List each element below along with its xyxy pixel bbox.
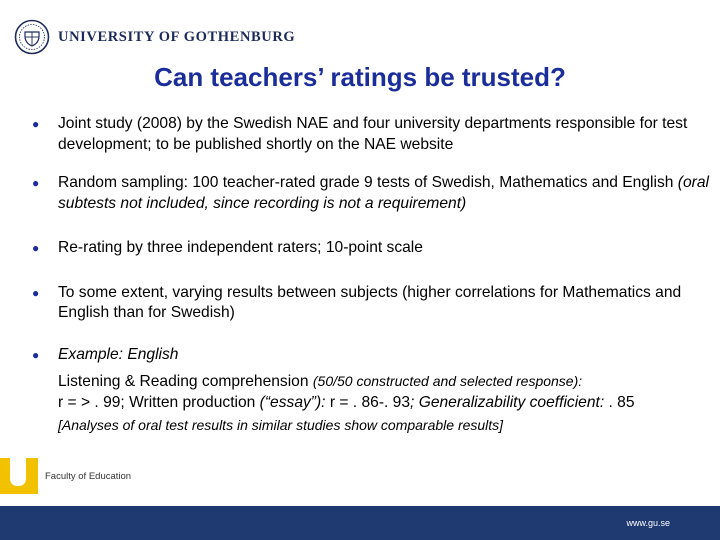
example-line-2-b: (“essay”): [259, 393, 330, 411]
bullet-dot-icon: ● [32, 176, 40, 190]
faculty-label: Faculty of Education [45, 470, 132, 482]
university-header [14, 16, 295, 58]
bullet-random-sampling [30, 173, 710, 214]
bullet-list [30, 114, 710, 436]
example-line-2-e: . 85 [608, 393, 635, 411]
bullet-varying-results [30, 283, 710, 324]
bullet-text [58, 345, 710, 436]
example-line-2 [58, 393, 710, 414]
slide-title: Can teachers’ ratings be trusted? [154, 62, 566, 92]
bullet-text: Re-rating by three independent raters; 10-point scale [58, 239, 423, 256]
bullet-text-italic: (oral subtests not included, since recording is not a requirement) [58, 174, 709, 212]
bullet-text: Joint study (2008) by the Swedish NAE and four university departments responsible for test development; to be published shortly on the NAE website [58, 115, 688, 153]
bullet-text: To some extent, varying results between subjects (higher correlations for Mathematics and English than for Swedish) [58, 283, 682, 321]
footer-bar [0, 506, 720, 540]
example-note: [Analyses of oral test results in similar studies show comparable results] [58, 417, 504, 433]
university-name: UNIVERSITY OF GOTHENBURG [58, 28, 296, 45]
example-line-1-text: Listening & Reading comprehension [58, 373, 313, 390]
faculty-logo [0, 458, 131, 494]
example-line-2-a: r = > . 99; Written production [58, 393, 260, 411]
footer-url[interactable]: www.gu.se [626, 518, 670, 528]
example-line-1 [58, 371, 710, 393]
example-heading: Example: English [58, 345, 179, 363]
bullet-text [58, 173, 710, 214]
bullet-text-main: Random sampling: 100 teacher-rated grade 9 tests of Swedish, Mathematics and English [58, 174, 678, 191]
example-line-2-d: ; Generalizability coefficient: [410, 393, 609, 411]
university-seal-icon [14, 19, 50, 55]
example-line-2-c: r = . 86-. 93 [329, 393, 411, 411]
bullet-dot-icon: ● [32, 117, 40, 131]
example-line-1-italic: (50/50 constructed and selected response): [312, 373, 583, 389]
bullet-example-english [30, 345, 710, 436]
bullet-dot-icon: ● [32, 285, 40, 300]
bullet-joint-study [30, 114, 710, 155]
faculty-emblem-icon [0, 458, 38, 494]
bullet-re-rating [30, 238, 710, 259]
bullet-dot-icon: ● [32, 347, 40, 362]
bullet-dot-icon: ● [32, 241, 40, 255]
